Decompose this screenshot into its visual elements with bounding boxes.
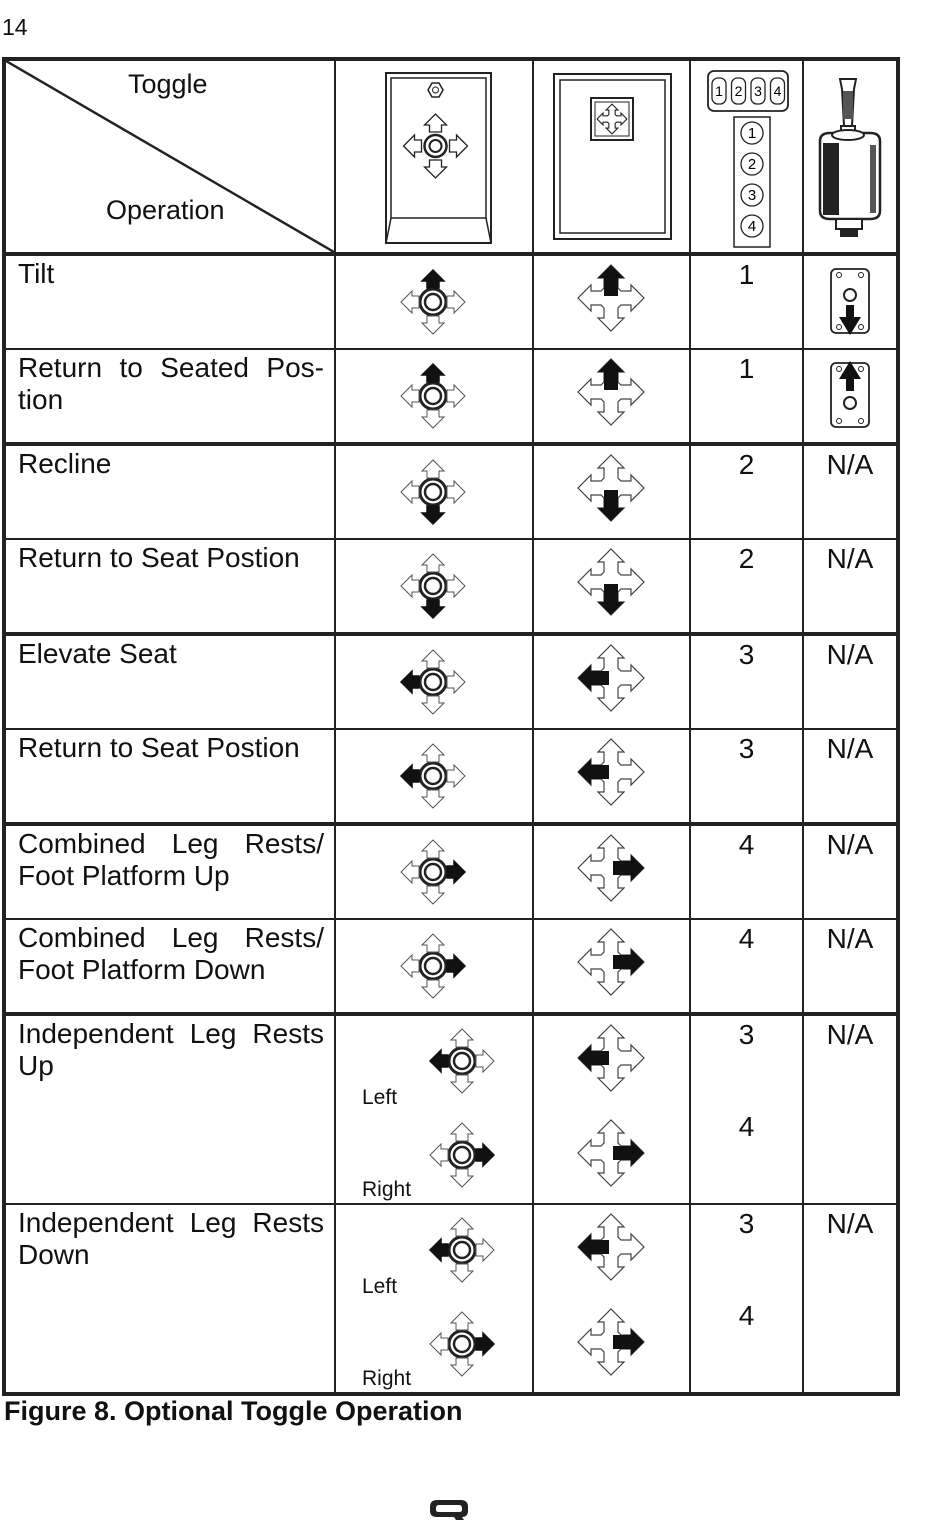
square-pad-diagram (534, 1016, 689, 1203)
operation-cell (4, 349, 335, 444)
svg-text:4: 4 (773, 83, 781, 99)
panel-button-col-1 (741, 122, 763, 144)
square-pad-cell (533, 919, 690, 1014)
joystick-module-cell (803, 444, 898, 539)
table-row (4, 729, 898, 824)
button-number: 3 (738, 1208, 755, 1239)
square-pad-left-icon (578, 645, 644, 711)
arrow-left-icon (401, 291, 419, 313)
operation-cell (4, 729, 335, 824)
square-pad-cell (533, 729, 690, 824)
square-pad-right-icon (578, 1120, 644, 1186)
joystick-keypad-icon (374, 67, 494, 252)
table-row (4, 349, 898, 444)
button-number-second: 4 (738, 1300, 755, 1331)
arrow-left-icon (430, 1239, 448, 1261)
arrow-right-icon (447, 575, 465, 597)
button-number: 3 (738, 733, 755, 764)
arrow-down-icon (422, 790, 444, 808)
square-pad-up-icon (578, 265, 644, 331)
arrow-right-icon (447, 291, 465, 313)
joystick-keypad-cell (335, 444, 533, 539)
joystick-keypad-left-icon (430, 1218, 494, 1282)
joystick-keypad-cell (335, 634, 533, 729)
panel-button-2 (731, 78, 745, 104)
joystick-keypad-cell (335, 1014, 533, 1204)
q-brand-logo-icon (428, 1498, 470, 1520)
toggle-operation-table (2, 57, 900, 1396)
panel-button-3 (751, 78, 765, 104)
square-pad-cell (533, 349, 690, 444)
header-toggle-label: Toggle (128, 69, 208, 99)
operation-cell (4, 254, 335, 349)
button-number-cell (690, 1204, 803, 1394)
numbered-button-panel-icon (702, 67, 792, 252)
svg-text:3: 3 (747, 187, 756, 204)
joystick-keypad-down-icon (401, 554, 465, 618)
left-label: Left (362, 1086, 398, 1109)
operation-label: Tilt (18, 258, 55, 289)
svg-text:1: 1 (714, 83, 723, 99)
joystick-module-icon (810, 71, 890, 251)
arrow-down-icon (422, 600, 444, 618)
button-number-cell (690, 349, 803, 444)
operation-cell (4, 919, 335, 1014)
arrow-up-icon (451, 1218, 473, 1236)
square-pad-left-icon (578, 1025, 644, 1091)
table-row (4, 444, 898, 539)
operation-cell (4, 1204, 335, 1394)
joystick-module-cell (803, 349, 898, 444)
joystick-keypad-down-icon (401, 460, 465, 524)
table-row (4, 1014, 898, 1204)
arrow-down-icon (422, 410, 444, 428)
not-applicable-label: N/A (826, 639, 874, 670)
arrow-left-icon (401, 765, 419, 787)
square-pad-diagram (534, 350, 689, 442)
square-pad-cell (533, 1204, 690, 1394)
joystick-keypad-cell (335, 254, 533, 349)
joystick-keypad-cell (335, 919, 533, 1014)
joystick-keypad-right-icon (401, 934, 465, 998)
button-number-cell (690, 919, 803, 1014)
switch-down-arrow-icon (831, 269, 869, 335)
joystick-keypad-right-icon (430, 1123, 494, 1187)
joystick-keypad-diagram (336, 540, 532, 632)
operation-label: Independent Leg Rests Up (18, 1018, 324, 1081)
joystick-keypad-left-icon (430, 1029, 494, 1093)
square-pad-diagram (534, 730, 689, 822)
table-row (4, 919, 898, 1014)
arrow-up-icon (422, 934, 444, 952)
operation-cell (4, 634, 335, 729)
joystick-keypad-diagram (336, 446, 532, 538)
joystick-module-cell (803, 824, 898, 919)
not-applicable-label: N/A (826, 543, 874, 574)
left-label: Left (362, 1275, 398, 1298)
arrow-up-icon (422, 650, 444, 668)
svg-text:1: 1 (747, 125, 756, 142)
square-pad-cell (533, 1014, 690, 1204)
joystick-keypad-up-icon (401, 364, 465, 428)
square-pad-right-icon (578, 929, 644, 995)
joystick-keypad-cell (335, 1204, 533, 1394)
square-pad-left-icon (578, 1214, 644, 1280)
button-number-cell (690, 729, 803, 824)
arrow-down-icon (422, 980, 444, 998)
operation-cell (4, 539, 335, 634)
header-button-panel-cell (690, 59, 803, 254)
square-pad-diagram (534, 636, 689, 728)
arrow-right-icon (447, 765, 465, 787)
joystick-module-cell (803, 254, 898, 349)
square-pad-diagram (534, 920, 689, 1012)
operation-label: Recline (18, 448, 112, 479)
header-diagonal-cell (4, 59, 335, 254)
joystick-keypad-diagram (336, 350, 532, 442)
joystick-module-cell (803, 729, 898, 824)
square-pad-left-icon (578, 739, 644, 805)
arrow-down-icon (422, 696, 444, 714)
not-applicable-label: N/A (826, 1208, 874, 1239)
header-joystick-module-cell (803, 59, 898, 254)
svg-text:2: 2 (747, 156, 756, 173)
table-row (4, 824, 898, 919)
not-applicable-label: N/A (826, 733, 874, 764)
arrow-right-icon (447, 481, 465, 503)
arrow-left-icon (401, 671, 419, 693)
operation-label: Return to Seat Postion (18, 732, 300, 763)
arrow-left-icon (401, 861, 419, 883)
arrow-right-icon (476, 1333, 494, 1355)
arrow-left-icon (401, 575, 419, 597)
arrow-up-icon (422, 460, 444, 478)
square-pad-right-icon (578, 1309, 644, 1375)
svg-text:2: 2 (734, 83, 742, 99)
arrow-left-icon (401, 481, 419, 503)
button-number-cell (690, 634, 803, 729)
arrow-left-icon (430, 1144, 448, 1166)
joystick-module-cell (803, 1204, 898, 1394)
arrow-right-icon (447, 955, 465, 977)
button-number: 1 (738, 353, 755, 384)
operation-cell (4, 824, 335, 919)
arrow-down-icon (451, 1075, 473, 1093)
square-pad-cell (533, 444, 690, 539)
arrow-up-icon (451, 1029, 473, 1047)
arrow-left-icon (401, 955, 419, 977)
not-applicable-label: N/A (826, 829, 874, 860)
figure-caption: Figure 8. Optional Toggle Operation (4, 1396, 463, 1426)
panel-button-col-3 (741, 184, 763, 206)
not-applicable-label: N/A (826, 449, 874, 480)
operation-label: Return to Seat Postion (18, 542, 300, 573)
arrow-down-icon (422, 316, 444, 334)
button-number: 4 (738, 829, 755, 860)
operation-label: Independent Leg Rests Down (18, 1207, 324, 1270)
arrow-down-icon (451, 1264, 473, 1282)
operation-cell (4, 1014, 335, 1204)
table-row (4, 254, 898, 349)
joystick-module-cell (803, 1014, 898, 1204)
arrow-left-icon (430, 1050, 448, 1072)
arrow-down-icon (451, 1169, 473, 1187)
table-header-row (4, 59, 898, 254)
arrow-down-icon (422, 886, 444, 904)
arrow-right-icon (476, 1144, 494, 1166)
panel-button-1 (712, 78, 726, 104)
header-joystick-keypad-cell (335, 59, 533, 254)
arrow-left-icon (430, 1333, 448, 1355)
square-pad-diagram (534, 540, 689, 632)
svg-text:3: 3 (753, 83, 762, 99)
button-number-cell (690, 824, 803, 919)
square-pad-diagram (534, 826, 689, 918)
square-pad-cell (533, 634, 690, 729)
header-square-pad-cell (533, 59, 690, 254)
header-operation-label: Operation (106, 195, 225, 225)
joystick-keypad-up-icon (401, 270, 465, 334)
square-pad-diagram (534, 446, 689, 538)
svg-text:4: 4 (747, 218, 756, 235)
arrow-down-icon (422, 506, 444, 524)
joystick-keypad-left-icon (401, 650, 465, 714)
joystick-keypad-cell (335, 349, 533, 444)
joystick-keypad-cell (335, 824, 533, 919)
arrow-up-icon (451, 1123, 473, 1141)
operation-label: Return to Seated Pos-tion (18, 352, 324, 415)
button-number: 2 (738, 543, 755, 574)
joystick-module-cell (803, 919, 898, 1014)
table-row (4, 539, 898, 634)
square-pad-down-icon (578, 549, 644, 615)
arrow-up-icon (451, 1312, 473, 1330)
button-number-cell (690, 539, 803, 634)
table-row (4, 634, 898, 729)
arrow-down-icon (451, 1358, 473, 1376)
right-label: Right (362, 1178, 412, 1201)
not-applicable-label: N/A (826, 923, 874, 954)
square-toggle-pad-icon (549, 71, 674, 246)
panel-button-col-2 (741, 153, 763, 175)
square-pad-cell (533, 824, 690, 919)
operation-label: Combined Leg Rests/ Foot Platform Up (18, 828, 324, 891)
square-pad-diagram (534, 1205, 689, 1392)
joystick-module-cell (803, 539, 898, 634)
joystick-keypad-diagram (336, 730, 532, 822)
button-number: 1 (738, 259, 755, 290)
arrow-right-icon (447, 385, 465, 407)
arrow-right-icon (447, 671, 465, 693)
button-number-cell (690, 254, 803, 349)
square-pad-right-icon (578, 835, 644, 901)
joystick-keypad-diagram (336, 256, 532, 348)
operation-label: Elevate Seat (18, 638, 177, 669)
panel-button-col-4 (741, 215, 763, 237)
button-number-cell (690, 1014, 803, 1204)
switch-up-arrow-icon (831, 361, 869, 427)
square-pad-cell (533, 254, 690, 349)
operation-label: Combined Leg Rests/ Foot Platform Down (18, 922, 324, 985)
not-applicable-label: N/A (826, 1019, 874, 1050)
joystick-keypad-diagram (336, 636, 532, 728)
arrow-up-icon (422, 554, 444, 572)
joystick-module-cell (803, 634, 898, 729)
joystick-keypad-cell (335, 539, 533, 634)
joystick-keypad-right-icon (430, 1312, 494, 1376)
button-number-second: 4 (738, 1111, 755, 1142)
button-number: 3 (738, 639, 755, 670)
arrow-up-icon (422, 270, 444, 288)
arrow-up-icon (422, 744, 444, 762)
button-number: 2 (738, 449, 755, 480)
button-number: 3 (738, 1019, 755, 1050)
joystick-keypad-diagram (336, 826, 532, 918)
table-row (4, 1204, 898, 1394)
joystick-keypad-left-icon (401, 744, 465, 808)
square-pad-cell (533, 539, 690, 634)
square-pad-up-icon (578, 359, 644, 425)
right-label: Right (362, 1367, 412, 1390)
arrow-left-icon (401, 385, 419, 407)
square-pad-diagram (534, 256, 689, 348)
operation-cell (4, 444, 335, 539)
joystick-keypad-diagram (336, 920, 532, 1012)
arrow-right-icon (447, 861, 465, 883)
joystick-keypad-cell (335, 729, 533, 824)
arrow-up-icon (422, 364, 444, 382)
page-number: 14 (2, 14, 28, 40)
panel-button-4 (770, 78, 784, 104)
arrow-up-icon (422, 840, 444, 858)
button-number-cell (690, 444, 803, 539)
joystick-keypad-right-icon (401, 840, 465, 904)
arrow-right-icon (476, 1050, 494, 1072)
square-pad-down-icon (578, 455, 644, 521)
arrow-right-icon (476, 1239, 494, 1261)
button-number: 4 (738, 923, 755, 954)
